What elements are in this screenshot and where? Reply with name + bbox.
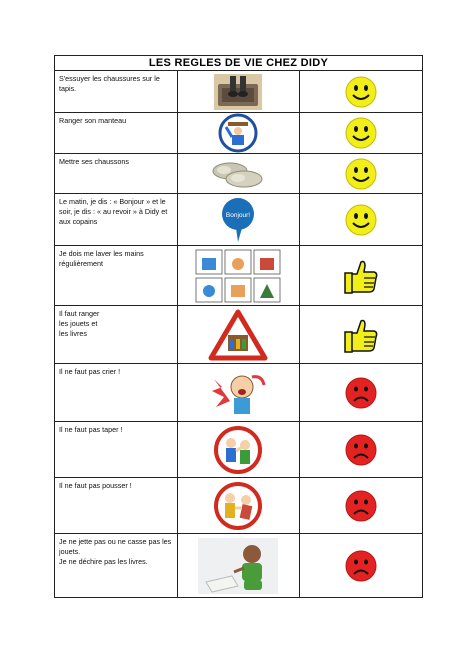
rule-text: S'essuyer les chaussures sur le tapis. (55, 71, 178, 113)
doormat-shoes-photo (177, 71, 300, 113)
rule-row (55, 71, 423, 113)
child-tearing-book-photo (177, 534, 300, 598)
happy-face-icon (300, 113, 423, 154)
sad-face-icon (300, 364, 423, 422)
sad-face-icon (300, 478, 423, 534)
rules-table (54, 55, 423, 598)
rule-text: Mettre ses chaussons (55, 154, 178, 194)
happy-face-icon (300, 194, 423, 246)
rule-text: Il ne faut pas taper ! (55, 422, 178, 478)
rule-row (55, 194, 423, 246)
slippers-photo (177, 154, 300, 194)
rule-text: Il ne faut pas pousser ! (55, 478, 178, 534)
rule-row (55, 364, 423, 422)
rule-text: Le matin, je dis : « Bonjour » et le soir, je dis : « au revoir » à Didy et aux copains (55, 194, 178, 246)
rule-row (55, 246, 423, 306)
rule-text: Je ne jette pas ou ne casse pas les jouets. Je ne déchire pas les livres. (55, 534, 178, 598)
speech-bubble-icon (177, 194, 300, 246)
rule-row (55, 306, 423, 364)
rule-text: Ranger son manteau (55, 113, 178, 154)
rules-sheet (54, 55, 423, 598)
handwashing-steps-pictogram (177, 246, 300, 306)
title-row (55, 56, 423, 71)
rule-row (55, 534, 423, 598)
hang-coat-pictogram (177, 113, 300, 154)
thumbs-up-icon (300, 306, 423, 364)
no-pushing-sign (177, 478, 300, 534)
rule-row (55, 154, 423, 194)
happy-face-icon (300, 154, 423, 194)
rule-row (55, 422, 423, 478)
no-hitting-sign (177, 422, 300, 478)
rule-row (55, 478, 423, 534)
sad-face-icon (300, 422, 423, 478)
speech-bubble-text: Bonjour! (226, 211, 251, 219)
tidy-warning-sign (177, 306, 300, 364)
shouting-child-pictogram (177, 364, 300, 422)
thumbs-up-icon (300, 246, 423, 306)
rule-text: Il ne faut pas crier ! (55, 364, 178, 422)
rule-text: Je dois me laver les mains régulièrement (55, 246, 178, 306)
sad-face-icon (300, 534, 423, 598)
sheet-title: LES REGLES DE VIE CHEZ DIDY (55, 56, 423, 71)
rule-text: Il faut ranger les jouets et les livres (55, 306, 178, 364)
rule-row (55, 113, 423, 154)
happy-face-icon (300, 71, 423, 113)
